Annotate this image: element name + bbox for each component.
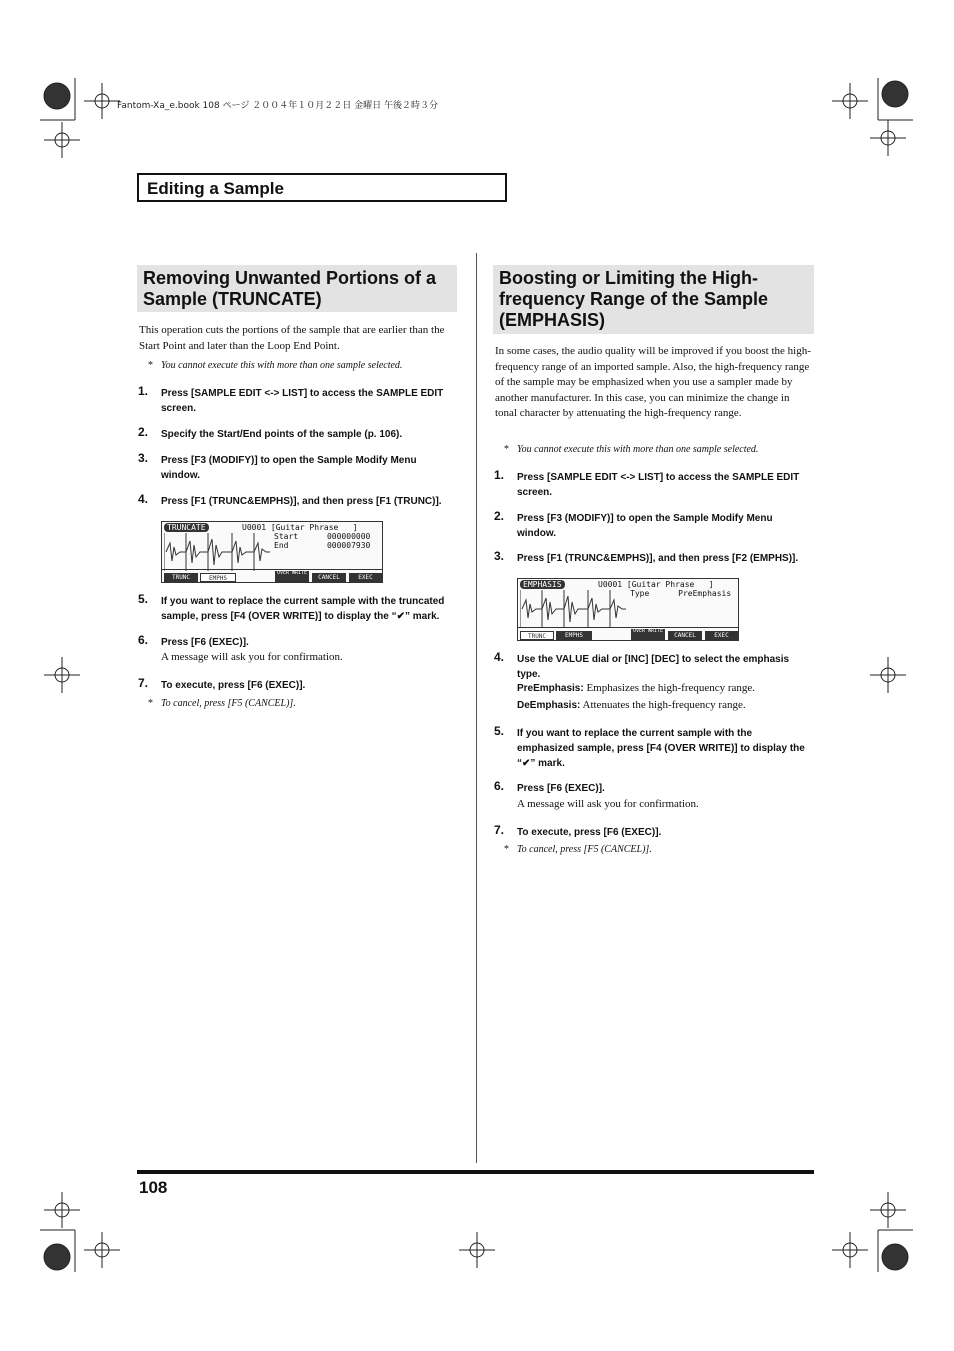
left-note-1: * You cannot execute this with more than one sample selected. (139, 359, 461, 373)
cancel-button[interactable]: CANCEL (312, 573, 346, 582)
left-heading: Removing Unwanted Portions of a Sample (TRUNCATE) (137, 265, 457, 312)
lcd-type-value: Type PreEmphasis (630, 589, 732, 598)
page-number: 108 (139, 1178, 168, 1197)
emphasis-lcd-screen (517, 578, 739, 641)
right-step-2: 2. Press [F3 (MODIFY)] to open the Sample Modify Menu window. (494, 509, 773, 539)
left-step-3: 3. Press [F3 (MODIFY)] to open the Sample Modify Menu window. (138, 451, 417, 481)
cancel-button[interactable]: CANCEL (668, 631, 702, 640)
de-emphasis-option: DeEmphasis: Attenuates the high-frequency range. (517, 699, 746, 711)
right-step-6-sub: A message will ask you for confirmation. (517, 798, 699, 810)
right-heading: Boosting or Limiting the High-frequency Range of the Sample (EMPHASIS) (493, 265, 814, 334)
left-step-5: 5. If you want to replace the current sample with the truncated sample, press [F4 (OVER WRITE)] to display the “✔” mark. (138, 592, 445, 622)
lcd-screen-tag: EMPHASIS (520, 580, 565, 589)
over-write-button[interactable]: OVER WRITE (275, 571, 309, 582)
lcd-sample-name: U0001 [Guitar Phrase ] (598, 580, 714, 589)
lcd-function-buttons (518, 627, 738, 640)
emphs-tab[interactable]: EMPHS (556, 631, 592, 640)
right-step-7: 7. To execute, press [F6 (EXEC)]. (494, 823, 662, 838)
left-intro: This operation cuts the portions of the sample that are earlier than the Start Point and later than the Loop End Point. (139, 324, 445, 352)
over-write-button[interactable]: OVER WRITE (631, 629, 665, 640)
exec-button[interactable]: EXEC (705, 631, 738, 640)
right-intro: In some cases, the audio quality will be improved if you boost the high-frequency range of an imported sample. Also, the high-frequency range of the sample may be emphasized when you use a sampler made by another manufacturer. In this case, you can minimize the change in tonal character by attenuating the high-frequency range. (495, 345, 811, 420)
lcd-function-buttons (162, 569, 382, 582)
pre-emphasis-option: PreEmphasis: Emphasizes the high-frequency range. (517, 682, 756, 694)
right-step-5: 5. If you want to replace the current sample with the emphasized sample, press [F4 (OVER WRITE)] to display the “✔” mark. (494, 724, 805, 769)
left-note-2: * To cancel, press [F5 (CANCEL)]. (139, 697, 461, 711)
footer-rule (137, 1170, 814, 1174)
lcd-end-value: End 000007930 (274, 541, 371, 550)
right-note-1: * You cannot execute this with more than one sample selected. (495, 443, 817, 457)
left-step-2: 2. Specify the Start/End points of the sample (p. 106). (138, 425, 403, 440)
right-step-6: 6. Press [F6 (EXEC)]. (494, 779, 605, 794)
trunc-tab[interactable]: TRUNC (164, 573, 198, 582)
left-step-6: 6. Press [F6 (EXEC)]. (138, 633, 249, 648)
truncate-lcd-screen (161, 521, 383, 583)
right-note-2: * To cancel, press [F5 (CANCEL)]. (495, 843, 817, 857)
left-step-6-sub: A message will ask you for confirmation. (161, 651, 343, 663)
print-header: Fantom-Xa_e.book 108 ページ ２００４年１０月２２日 金曜日 午後２時３分 (117, 101, 438, 111)
waveform-icon (164, 533, 270, 571)
trunc-tab[interactable]: TRUNC (520, 631, 554, 640)
right-step-3: 3. Press [F1 (TRUNC&EMPHS)], and then press [F2 (EMPHS)]. (494, 549, 799, 564)
column-divider (476, 253, 477, 1163)
lcd-sample-name: U0001 [Guitar Phrase ] (242, 523, 358, 532)
lcd-screen-tag: TRUNCATE (164, 523, 209, 532)
lcd-start-value: Start 000000000 (274, 532, 371, 541)
left-step-4: 4. Press [F1 (TRUNC&EMPHS)], and then press [F1 (TRUNC)]. (138, 492, 442, 507)
left-step-7: 7. To execute, press [F6 (EXEC)]. (138, 676, 306, 691)
section-title: Editing a Sample (137, 173, 507, 202)
left-step-1: 1. Press [SAMPLE EDIT <-> LIST] to access the SAMPLE EDIT screen. (138, 384, 444, 414)
exec-button[interactable]: EXEC (349, 573, 382, 582)
emphs-tab[interactable]: EMPHS (200, 573, 236, 582)
waveform-icon (520, 590, 626, 628)
right-step-1: 1. Press [SAMPLE EDIT <-> LIST] to access the SAMPLE EDIT screen. (494, 468, 800, 498)
right-step-4: 4. Use the VALUE dial or [INC] [DEC] to select the emphasis type. (494, 650, 790, 680)
